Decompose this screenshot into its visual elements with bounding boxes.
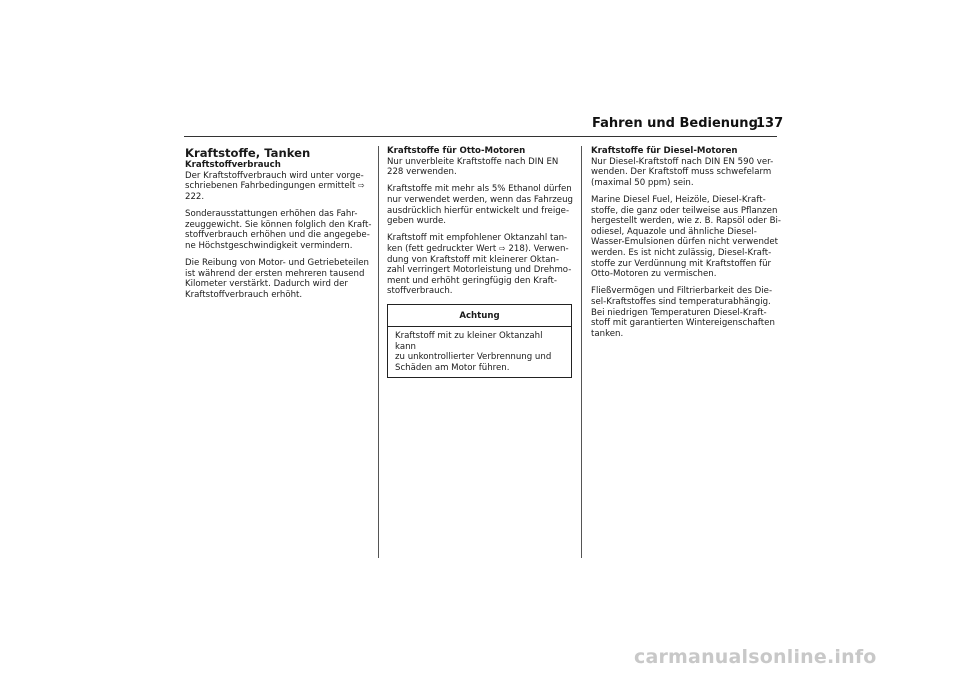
paragraph-octane xyxy=(387,233,575,297)
cross-reference-arrow-icon: ⇨ xyxy=(358,181,365,191)
paragraph-temperature: Fließvermögen und Filtrierbarkeit des Die- sel-Kraftstoffes sind temperaturabhängig. Bei niedrigen Temperaturen Diesel-Kraft- stoff mit garantierten Wintereigenschaften tanken. xyxy=(591,286,775,339)
paragraph-special-equipment: Sonderausstattungen erhöhen das Fahr- zeuggewicht. Sie können folglich den Kraft- stoffverbrauch erhöhen und die angegebe- ne Höchstgeschwindigkeit vermindern. xyxy=(185,208,372,251)
running-header-title: Fahren und Bedienung xyxy=(592,116,758,131)
paragraph-ethanol: Kraftstoffe mit mehr als 5% Ethanol dürfen nur verwendet werden, wenn das Fahrzeug ausdrücklich hierfür entwickelt und freige- geben wurde. xyxy=(387,184,573,227)
warning-title: Achtung xyxy=(388,305,571,328)
page-number: 137 xyxy=(756,116,784,131)
cross-reference-arrow-icon: ⇨ xyxy=(499,243,506,253)
paragraph-running-in: Die Reibung von Motor- und Getriebeteilen ist während der ersten mehreren tausend Kilometer verstärkt. Dadurch wird der Kraftstoffverbrauch erhöht. xyxy=(185,257,369,300)
subheading-petrol-fuels: Kraftstoffe für Otto-Motoren xyxy=(387,146,526,156)
column-divider-right xyxy=(581,146,582,558)
paragraph-text: Kraftstoff mit empfohlener Oktanzahl tan- ken (fett gedruckter Wert xyxy=(387,233,568,254)
header-divider xyxy=(184,136,777,137)
paragraph-forbidden-fuels: Marine Diesel Fuel, Heizöle, Diesel-Kraft- stoffe, die ganz oder teilweise aus Pflanzen hergestellt werden, wie z. B. Rapsöl oder Bi- odiesel, Aquazole und ähnliche Diesel- Wasser-Emulsionen dürfen nicht verwendet werden. Es ist nicht zulässig, Diesel-Kraft- stoffe zur Verdünnung mit Kraftstoffen für Otto-Motoren zu vermischen. xyxy=(591,194,781,280)
watermark: carmanualsonline.info xyxy=(634,646,877,668)
column-1 xyxy=(185,146,373,307)
paragraph-text: Der Kraftstoffverbrauch wird unter vorge- schriebenen Fahrbedingungen ermittelt xyxy=(185,170,364,192)
warning-box xyxy=(387,304,572,379)
subheading-diesel-fuels: Kraftstoffe für Diesel-Motoren xyxy=(591,146,738,156)
paragraph-diesel-standard: Nur Diesel-Kraftstoff nach DIN EN 590 ver- wenden. Der Kraftstoff muss schwefelarm (maximal 50 ppm) sein. xyxy=(591,156,774,188)
section-title: Kraftstoffe, Tanken xyxy=(185,146,311,160)
subheading-fuel-consumption: Kraftstoffverbrauch xyxy=(185,160,281,170)
paragraph-text-continued: 218). Verwen- dung von Kraftstoff mit kleinerer Oktan- zahl verringert Motorleistung und Drehmo- ment und erhöht geringfügig den Kraft- stoffverbrauch. xyxy=(387,243,572,297)
paragraph-consumption-measurement xyxy=(185,171,373,203)
page-reference: 222. xyxy=(185,191,205,202)
column-2 xyxy=(387,146,575,378)
warning-text: Kraftstoff mit zu kleiner Oktanzahl kann zu unkontrollierter Verbrennung und Schäden am Motor führen. xyxy=(395,331,552,373)
column-3 xyxy=(591,146,781,346)
paragraph-unleaded: Nur unverbleite Kraftstoffe nach DIN EN 228 verwenden. xyxy=(387,156,559,178)
column-divider-left xyxy=(378,146,379,558)
